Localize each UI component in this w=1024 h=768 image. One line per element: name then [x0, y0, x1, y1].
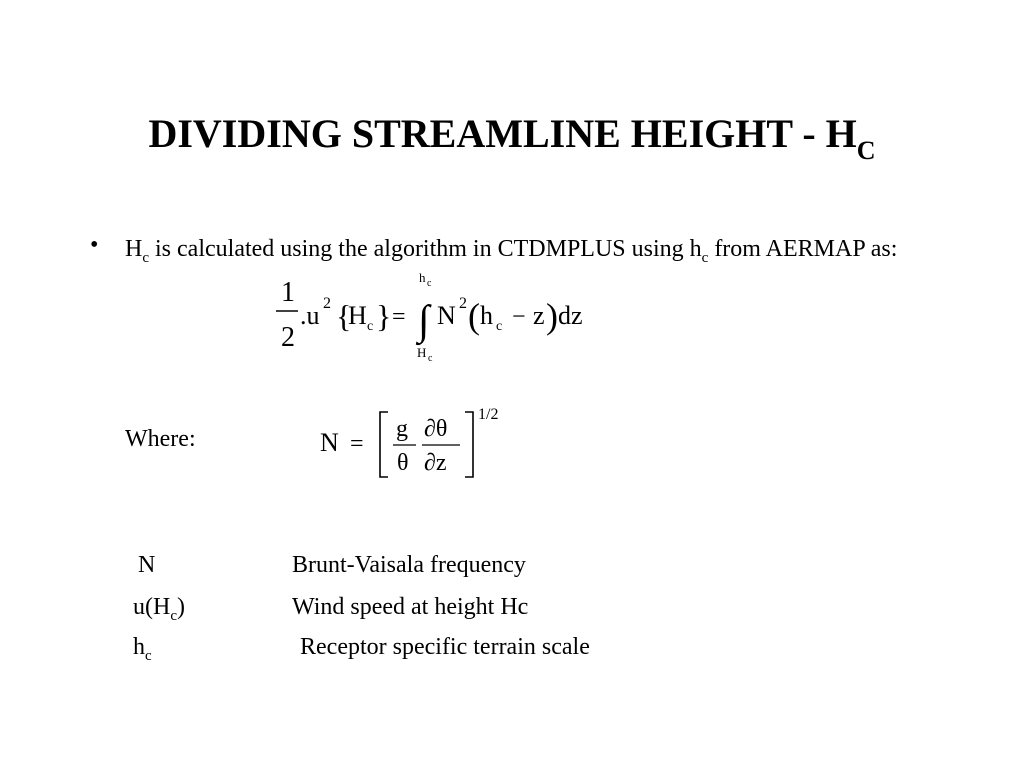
eq1-u-sq: 2: [323, 295, 331, 312]
bullet-text-b: from AERMAP as:: [708, 236, 898, 262]
def-symbol-sub: c: [145, 648, 152, 664]
eq1-lower: H: [417, 345, 427, 360]
bullet-marker: •: [90, 232, 99, 258]
eq2-right-bracket: [465, 412, 473, 477]
def-symbol-h: [133, 634, 152, 664]
eq1-rparen: ): [546, 296, 558, 336]
eq1-upper-sub: c: [427, 278, 432, 289]
bullet-H-sub: c: [142, 250, 150, 266]
eq1-h: h: [480, 301, 493, 330]
bullet-h-sub: c: [701, 250, 709, 266]
eq2-dz: ∂z: [424, 450, 447, 476]
eq1-equals: =: [392, 304, 406, 330]
eq1-h-sub: c: [496, 319, 503, 334]
eq1-lbrace: {: [336, 298, 352, 334]
eq1-lparen: (: [468, 296, 480, 336]
def-symbol-u: [133, 594, 185, 624]
where-label: Where:: [125, 426, 196, 452]
eq1-frac-num: 1: [281, 277, 295, 308]
eq2-equals: =: [350, 431, 364, 457]
eq1-u: .u: [300, 301, 320, 330]
title-subscript: C: [856, 136, 876, 165]
def-desc-N: Brunt-Vaisala frequency: [292, 552, 526, 578]
eq2-exponent: 1/2: [478, 406, 499, 423]
eq2-left-bracket: [380, 412, 388, 477]
def-symbol-text: u(H: [133, 594, 171, 620]
eq1-N-sq: 2: [459, 295, 467, 312]
def-symbol-text: h: [133, 634, 145, 660]
eq1-minus: −: [512, 304, 526, 330]
eq2-dtheta: ∂θ: [424, 416, 448, 442]
def-symbol-sub: c: [170, 608, 177, 624]
def-symbol-tail: ): [177, 594, 185, 620]
eq1-frac-den: 2: [281, 322, 295, 353]
eq1-integral: ∫: [418, 298, 430, 344]
bullet-text-a: is calculated using the algorithm in CTDMPLUS using h: [149, 236, 702, 262]
eq1-H-sub: c: [367, 319, 374, 334]
eq1-rbrace: }: [376, 298, 392, 334]
eq1-dz: dz: [558, 301, 583, 330]
def-symbol-text: N: [138, 552, 156, 578]
eq1-z: z: [533, 301, 545, 330]
eq2-theta: θ: [397, 450, 409, 476]
eq2-g: g: [396, 416, 408, 442]
eq1-N: N: [437, 301, 456, 330]
eq1-upper: h: [419, 270, 426, 285]
def-desc-h: Receptor specific terrain scale: [300, 634, 590, 660]
def-desc-u: Wind speed at height Hc: [292, 594, 529, 620]
eq1-H: H: [348, 301, 367, 330]
def-symbol-N: [138, 552, 155, 579]
title-main: DIVIDING STREAMLINE HEIGHT - H: [148, 111, 857, 156]
eq1-lower-sub: c: [428, 353, 433, 364]
eq2-N: N: [320, 428, 339, 457]
bullet-H: H: [125, 236, 143, 262]
